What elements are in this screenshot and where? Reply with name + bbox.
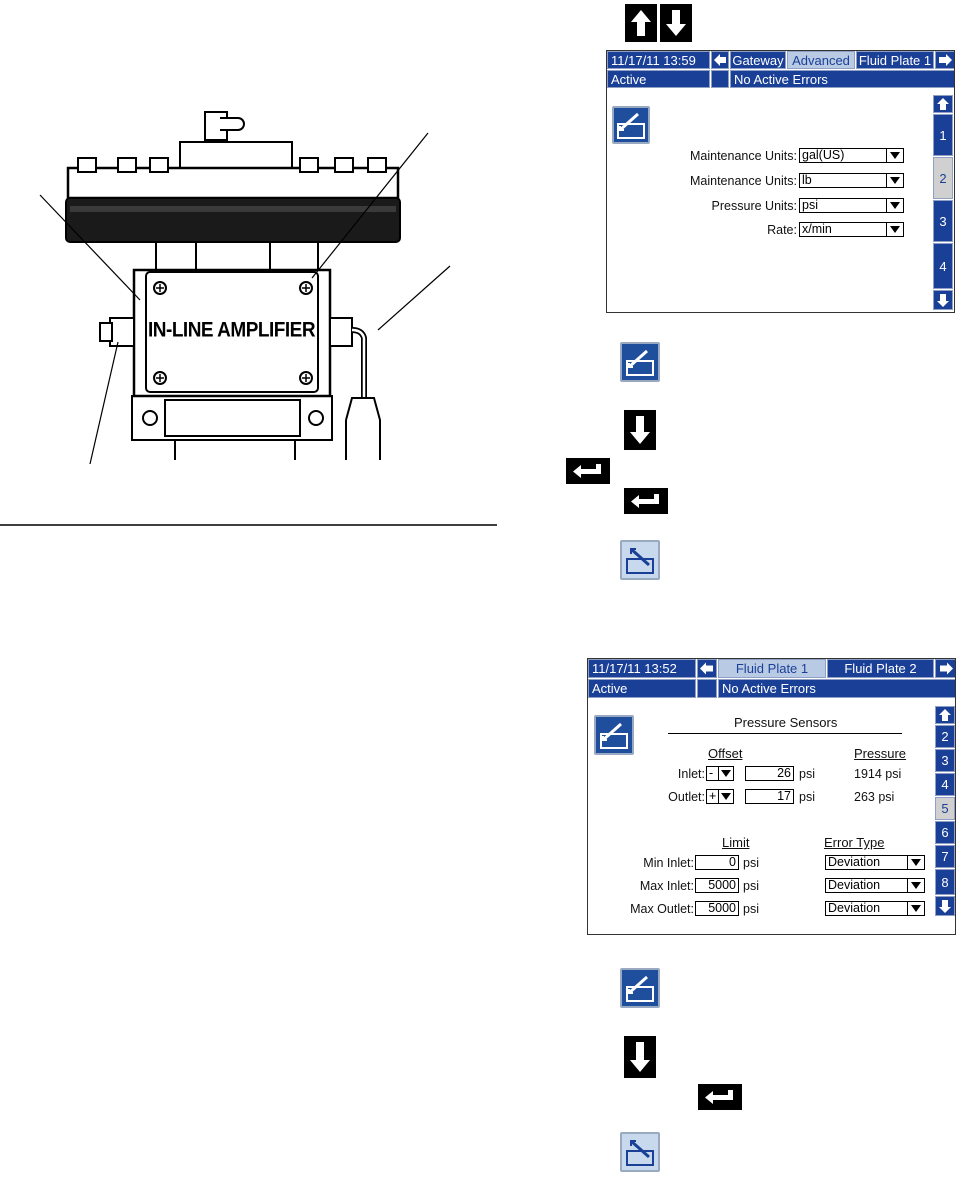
max-inlet-error-type-select[interactable] [825, 878, 925, 893]
max-outlet-input[interactable]: 5000 [695, 901, 739, 916]
select-value: lb [802, 173, 812, 187]
outlet-pressure-value: 263 psi [854, 790, 895, 804]
field-label: Rate: [767, 223, 797, 237]
select-value: psi [802, 198, 818, 212]
arrow-right-icon [936, 660, 955, 677]
pressure-header: Pressure [854, 746, 907, 761]
edit-icon [596, 717, 632, 753]
offset-header: Offset [708, 746, 743, 761]
outlet-label: Outlet: [668, 790, 705, 804]
select-value: x/min [802, 222, 832, 236]
status-indicator [697, 679, 717, 698]
error-text: No Active Errors [730, 70, 955, 88]
tab-gateway[interactable]: Gateway [730, 51, 786, 69]
chevron-down-icon [887, 199, 903, 212]
status-text: Active [588, 679, 696, 698]
status-text: Active [607, 70, 710, 88]
down-arrow-key[interactable] [660, 4, 692, 42]
chevron-down-icon [908, 856, 924, 869]
outlet-offset-input[interactable]: 17 [745, 789, 794, 804]
up-arrow-key[interactable] [625, 4, 657, 42]
select-value: Deviation [828, 878, 881, 892]
scroll-up-button[interactable] [935, 706, 955, 724]
chevron-down-icon [719, 767, 733, 780]
arrow-down-icon [934, 291, 952, 309]
pressure-sensors-screen [587, 658, 956, 935]
unit-label: psi [743, 856, 759, 870]
unit-label: psi [799, 767, 815, 781]
arrow-up-icon [629, 8, 653, 38]
arrow-down-icon [936, 897, 954, 915]
exit-screen-key[interactable] [620, 540, 660, 580]
edit-screen-key[interactable] [620, 968, 660, 1008]
enter-icon [701, 1087, 739, 1107]
arrow-up-icon [934, 96, 952, 112]
scroll-up-button[interactable] [933, 95, 953, 113]
side-tab-4[interactable]: 4 [933, 243, 953, 289]
unit-label: psi [743, 879, 759, 893]
exit-edit-icon [622, 1134, 658, 1170]
tab-fluid-plate-1[interactable]: Fluid Plate 1 [856, 51, 934, 69]
error-type-header: Error Type [824, 835, 885, 850]
edit-screen-button[interactable] [594, 715, 634, 755]
unit-label: psi [799, 790, 815, 804]
edit-icon [614, 108, 648, 142]
max-inlet-label: Max Inlet: [639, 879, 694, 893]
tab-left-button[interactable] [697, 659, 717, 678]
arrow-left-icon [698, 660, 716, 677]
tab-left-button[interactable] [711, 51, 729, 69]
side-tab-5[interactable]: 5 [935, 797, 955, 820]
side-tab-2[interactable]: 2 [933, 157, 953, 199]
tab-fluid-plate-1[interactable]: Fluid Plate 1 [718, 659, 826, 678]
max-inlet-input[interactable]: 5000 [695, 878, 739, 893]
inlet-offset-input[interactable]: 26 [745, 766, 794, 781]
amplifier-figure [0, 0, 510, 540]
outlet-sign-select[interactable] [706, 789, 734, 804]
tab-right-button[interactable] [935, 659, 956, 678]
unit-label: psi [743, 902, 759, 916]
side-tab-4[interactable]: 4 [935, 773, 955, 796]
maintenance-units-mass-select[interactable] [799, 173, 904, 188]
min-inlet-input[interactable]: 0 [695, 855, 739, 870]
select-value: gal(US) [802, 148, 845, 162]
down-arrow-key[interactable] [624, 1036, 656, 1078]
chevron-down-icon [719, 790, 733, 803]
inlet-label: Inlet: [677, 767, 705, 781]
side-tab-1[interactable]: 1 [933, 114, 953, 156]
edit-icon [622, 344, 658, 380]
enter-key[interactable] [566, 458, 610, 484]
exit-screen-key[interactable] [620, 1132, 660, 1172]
divider [668, 733, 902, 734]
select-value: + [709, 789, 717, 803]
edit-screen-key[interactable] [620, 342, 660, 382]
tab-right-button[interactable] [935, 51, 955, 69]
chevron-down-icon [887, 174, 903, 187]
inlet-sign-select[interactable] [706, 766, 734, 781]
select-value: Deviation [828, 855, 881, 869]
select-value: Deviation [828, 901, 881, 915]
enter-key[interactable] [624, 488, 668, 514]
arrow-down-icon [628, 414, 652, 446]
amplifier-label: IN-LINE AMPLIFIER [148, 318, 316, 342]
arrow-down-icon [664, 8, 688, 38]
datetime: 11/17/11 13:52 [588, 659, 696, 678]
arrow-left-icon [712, 52, 728, 68]
down-arrow-key[interactable] [624, 410, 656, 450]
edit-screen-button[interactable] [612, 106, 650, 144]
tab-fluid-plate-2[interactable]: Fluid Plate 2 [827, 659, 934, 678]
side-tab-3[interactable]: 3 [935, 749, 955, 772]
maintenance-units-volume-select[interactable] [799, 148, 904, 163]
max-outlet-error-type-select[interactable] [825, 901, 925, 916]
side-tab-6[interactable]: 6 [935, 821, 955, 844]
rate-select[interactable] [799, 222, 904, 237]
enter-icon [569, 461, 607, 481]
arrow-right-icon [936, 52, 954, 68]
tab-advanced[interactable]: Advanced [787, 51, 855, 69]
field-label: Pressure Units: [711, 199, 797, 213]
arrow-up-icon [936, 707, 954, 723]
side-tab-7[interactable]: 7 [935, 845, 955, 868]
datetime: 11/17/11 13:59 [607, 51, 710, 69]
error-text: No Active Errors [718, 679, 956, 698]
min-inlet-error-type-select[interactable] [825, 855, 925, 870]
side-tab-3[interactable]: 3 [933, 200, 953, 242]
limit-header: Limit [722, 835, 750, 850]
select-value: - [709, 766, 714, 780]
advanced-setup-screen-1 [606, 50, 955, 313]
enter-key[interactable] [698, 1084, 742, 1110]
chevron-down-icon [908, 879, 924, 892]
status-indicator [711, 70, 729, 88]
chevron-down-icon [887, 149, 903, 162]
side-tab-2[interactable]: 2 [935, 725, 955, 748]
scroll-down-button[interactable] [935, 896, 955, 916]
chevron-down-icon [887, 223, 903, 236]
scroll-down-button[interactable] [933, 290, 953, 310]
field-label: Maintenance Units: [689, 149, 797, 163]
max-outlet-label: Max Outlet: [630, 902, 694, 916]
arrow-down-icon [628, 1040, 652, 1074]
exit-edit-icon [622, 542, 658, 578]
chevron-down-icon [908, 902, 924, 915]
pressure-units-select[interactable] [799, 198, 904, 213]
field-label: Maintenance Units: [689, 174, 797, 188]
edit-icon [622, 970, 658, 1006]
section-title: Pressure Sensors [734, 715, 838, 730]
min-inlet-label: Min Inlet: [643, 856, 694, 870]
inlet-pressure-value: 1914 psi [854, 767, 902, 781]
side-tab-8[interactable]: 8 [935, 869, 955, 895]
enter-icon [627, 491, 665, 511]
